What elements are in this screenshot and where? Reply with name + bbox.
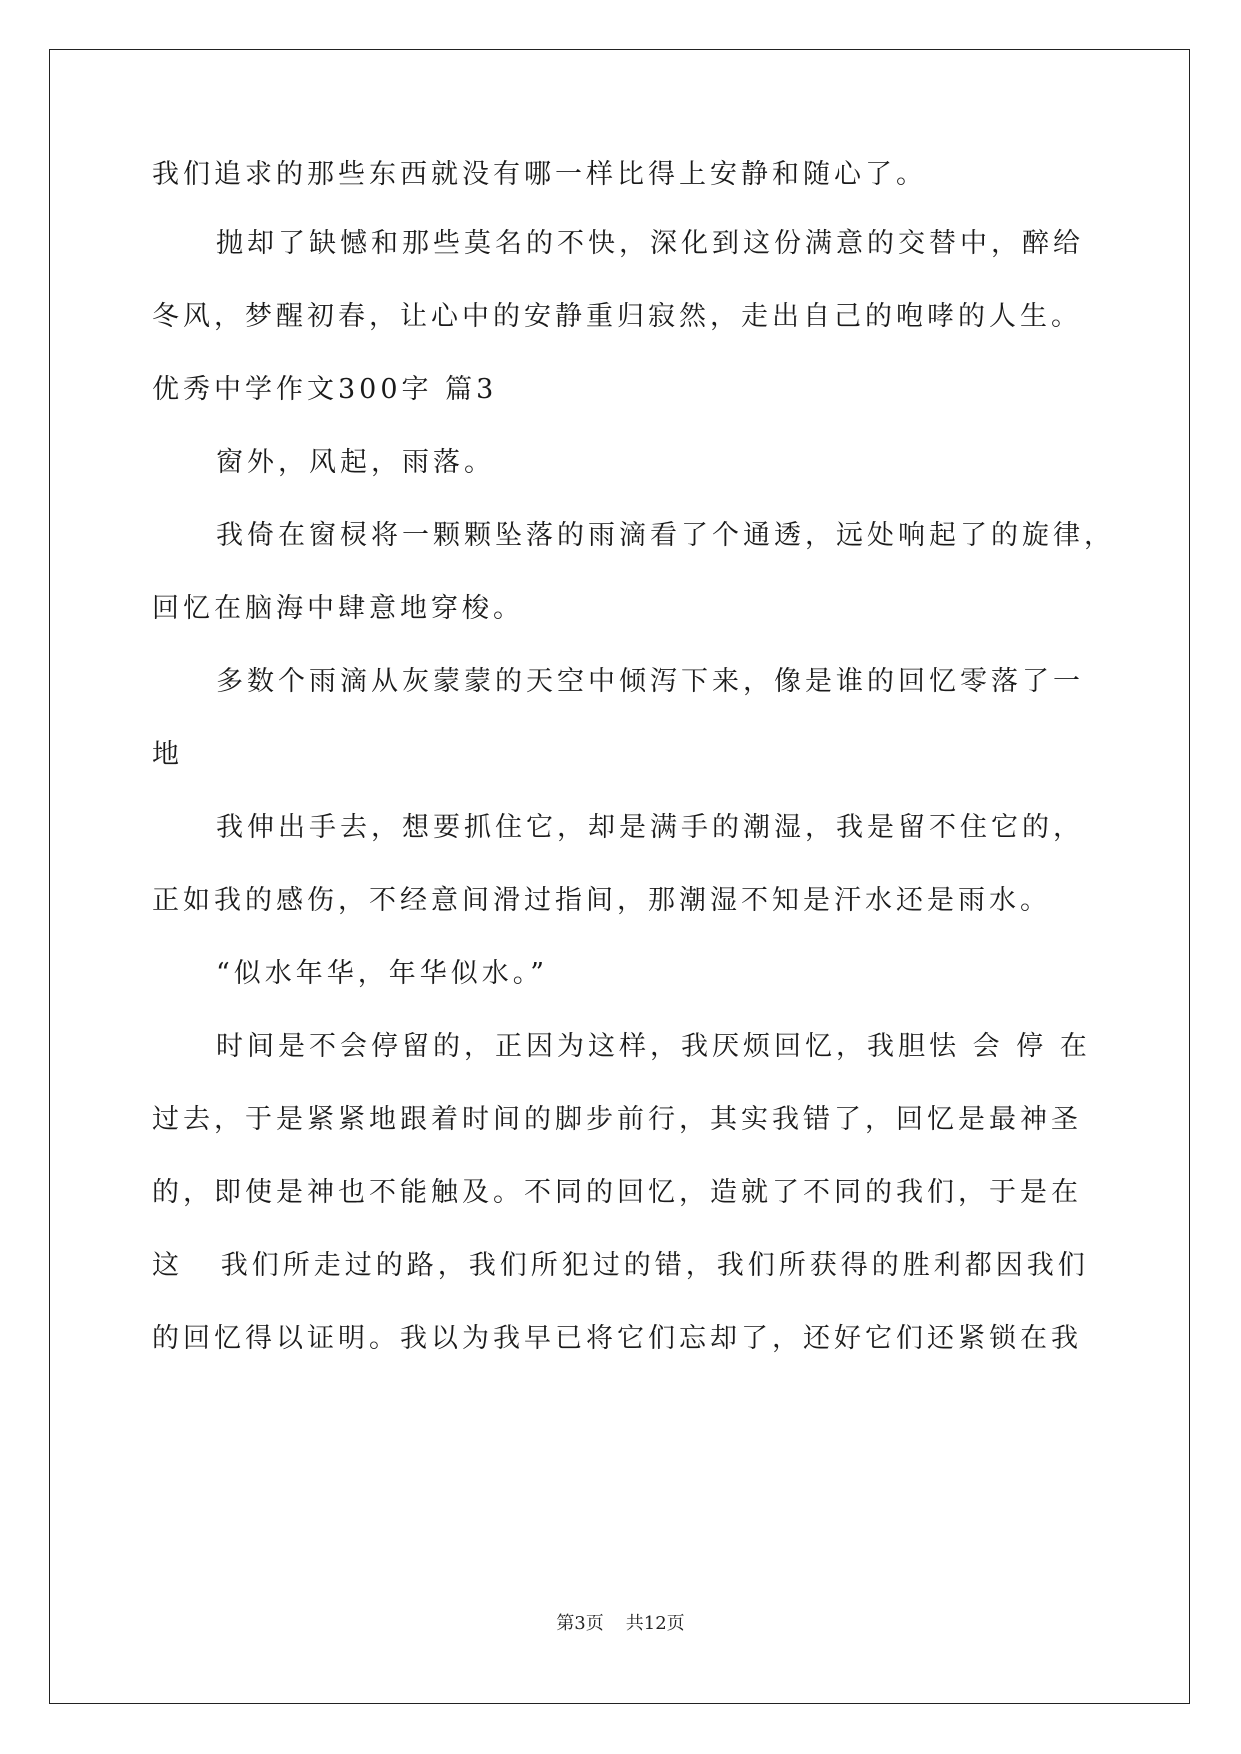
paragraph-line: 我倚在窗棂将一颗颗坠落的雨滴看了个通透，远处响起了的旋律， <box>216 520 1115 551</box>
text-line: 回忆在脑海中肆意地穿梭。 <box>152 593 524 624</box>
paragraph-line: 多数个雨滴从灰蒙蒙的天空中倾泻下来，像是谁的回忆零落了一 <box>216 666 1084 697</box>
page-total: 共12页 <box>625 1613 685 1634</box>
text-line: 正如我的感伤，不经意间滑过指间，那潮湿不知是汗水还是雨水。 <box>152 885 1051 916</box>
paragraph-line: 我伸出手去，想要抓住它，却是满手的潮湿，我是留不住它的， <box>216 812 1084 843</box>
text-line: 冬风，梦醒初春，让心中的安静重归寂然，走出自己的咆哮的人生。 <box>152 301 1082 332</box>
text-line: 的回忆得以证明。我以为我早已将它们忘却了，还好它们还紧锁在我 <box>152 1323 1082 1354</box>
text-line: 这 我们所走过的路，我们所犯过的错，我们所获得的胜利都因我们 <box>152 1250 1089 1281</box>
section-heading: 优秀中学作文300字 篇3 <box>152 374 498 405</box>
paragraph-line: 抛却了缺憾和那些莫名的不快，深化到这份满意的交替中，醉给 <box>216 228 1084 259</box>
paragraph-line: 窗外，风起，雨落。 <box>216 447 495 478</box>
text-line: 过去，于是紧紧地跟着时间的脚步前行，其实我错了，回忆是最神圣 <box>152 1104 1082 1135</box>
page-footer <box>0 1612 1241 1636</box>
text-line: 我们追求的那些东西就没有哪一样比得上安静和随心了。 <box>152 159 927 190</box>
text-line: 的，即使是神也不能触及。不同的回忆，造就了不同的我们，于是在 <box>152 1177 1082 1208</box>
quote-line: “似水年华，年华似水。” <box>216 958 549 989</box>
page-number: 第3页 <box>556 1613 604 1634</box>
paragraph-line: 时间是不会停留的，正因为这样，我厌烦回忆，我胆怯 会 停 在 <box>216 1031 1091 1062</box>
text-line: 地 <box>152 739 183 770</box>
